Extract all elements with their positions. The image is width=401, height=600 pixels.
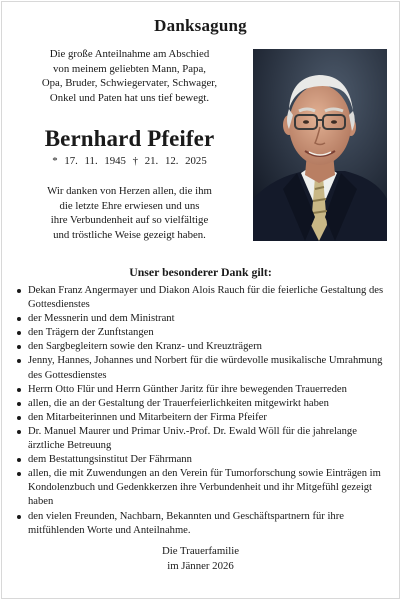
intro-line: Opa, Bruder, Schwiegervater, Schwager, [41, 77, 218, 90]
portrait-illustration [253, 49, 387, 241]
list-item: den vielen Freunden, Nachbarn, Bekannten und Geschäftspartnern für ihre mitfühlenden Worte und Anteilnahme. [17, 510, 395, 538]
list-item: der Messnerin und dem Ministrant [17, 312, 395, 326]
life-dates: * 17. 11. 1945 † 21. 12. 2025 [52, 155, 207, 167]
list-item: Dekan Franz Angermayer und Diakon Alois Rauch für die feierliche Gestaltung des Gottesdienstes [17, 284, 395, 312]
thanks-line: und tröstliche Weise gezeigt haben. [53, 228, 206, 241]
list-item: den Trägern der Zunftstangen [17, 326, 395, 340]
thanks-line: die letzte Ehre erwiesen und uns [59, 199, 200, 212]
signature-date: im Jänner 2026 [167, 559, 234, 572]
intro-text [12, 47, 247, 105]
signature [2, 544, 399, 573]
intro-line: Onkel und Paten hat uns tief bewegt. [49, 91, 210, 104]
signature-line: Die Trauerfamilie [161, 545, 240, 557]
list-item: den Mitarbeiterinnen und Mitarbeitern der Firma Pfeifer [17, 411, 395, 425]
thanks-text [12, 184, 247, 242]
intro-line: von meinem geliebten Mann, Papa, [53, 62, 206, 75]
list-item: Herrn Otto Flür und Herrn Günther Jaritz für ihre bewegenden Trauerreden [17, 383, 395, 397]
list-item: allen, die mit Zuwendungen an den Verein für Tumorforschung sowie Einträgen im Kondolenzbuch und Gedenkkerzen ihre Verbundenheit und ihr Mitgefühl gezeigt haben [17, 467, 395, 509]
list-item: Jenny, Hannes, Johannes und Norbert für die würdevolle musikalische Umrahmung des Gottesdienstes [17, 354, 395, 382]
list-item: allen, die an der Gestaltung der Trauerfeierlichkeiten mitgewirkt haben [17, 397, 395, 411]
special-thanks-list [17, 284, 395, 538]
thanks-line: ihre Verbundenheit auf so vielfältige [50, 214, 209, 227]
list-item: den Sargbegleitern sowie den Kranz- und Kreuzträgern [17, 340, 395, 354]
list-item: dem Bestattungsinstitut Der Fährmann [17, 453, 395, 467]
list-item: Dr. Manuel Maurer und Primar Univ.-Prof. Dr. Ewald Wöll für die jahrelange ärztliche Betreuung [17, 425, 395, 453]
obituary-card [1, 1, 400, 599]
portrait-photo [253, 49, 387, 241]
special-thanks-heading: Unser besonderer Dank gilt: [129, 265, 272, 279]
intro-line: Die große Anteilnahme am Abschied [49, 48, 210, 60]
thanks-line: Wir danken von Herzen allen, die ihm [47, 185, 212, 197]
page-title: Danksagung [154, 16, 247, 35]
deceased-name: Bernhard Pfeifer [44, 126, 215, 151]
